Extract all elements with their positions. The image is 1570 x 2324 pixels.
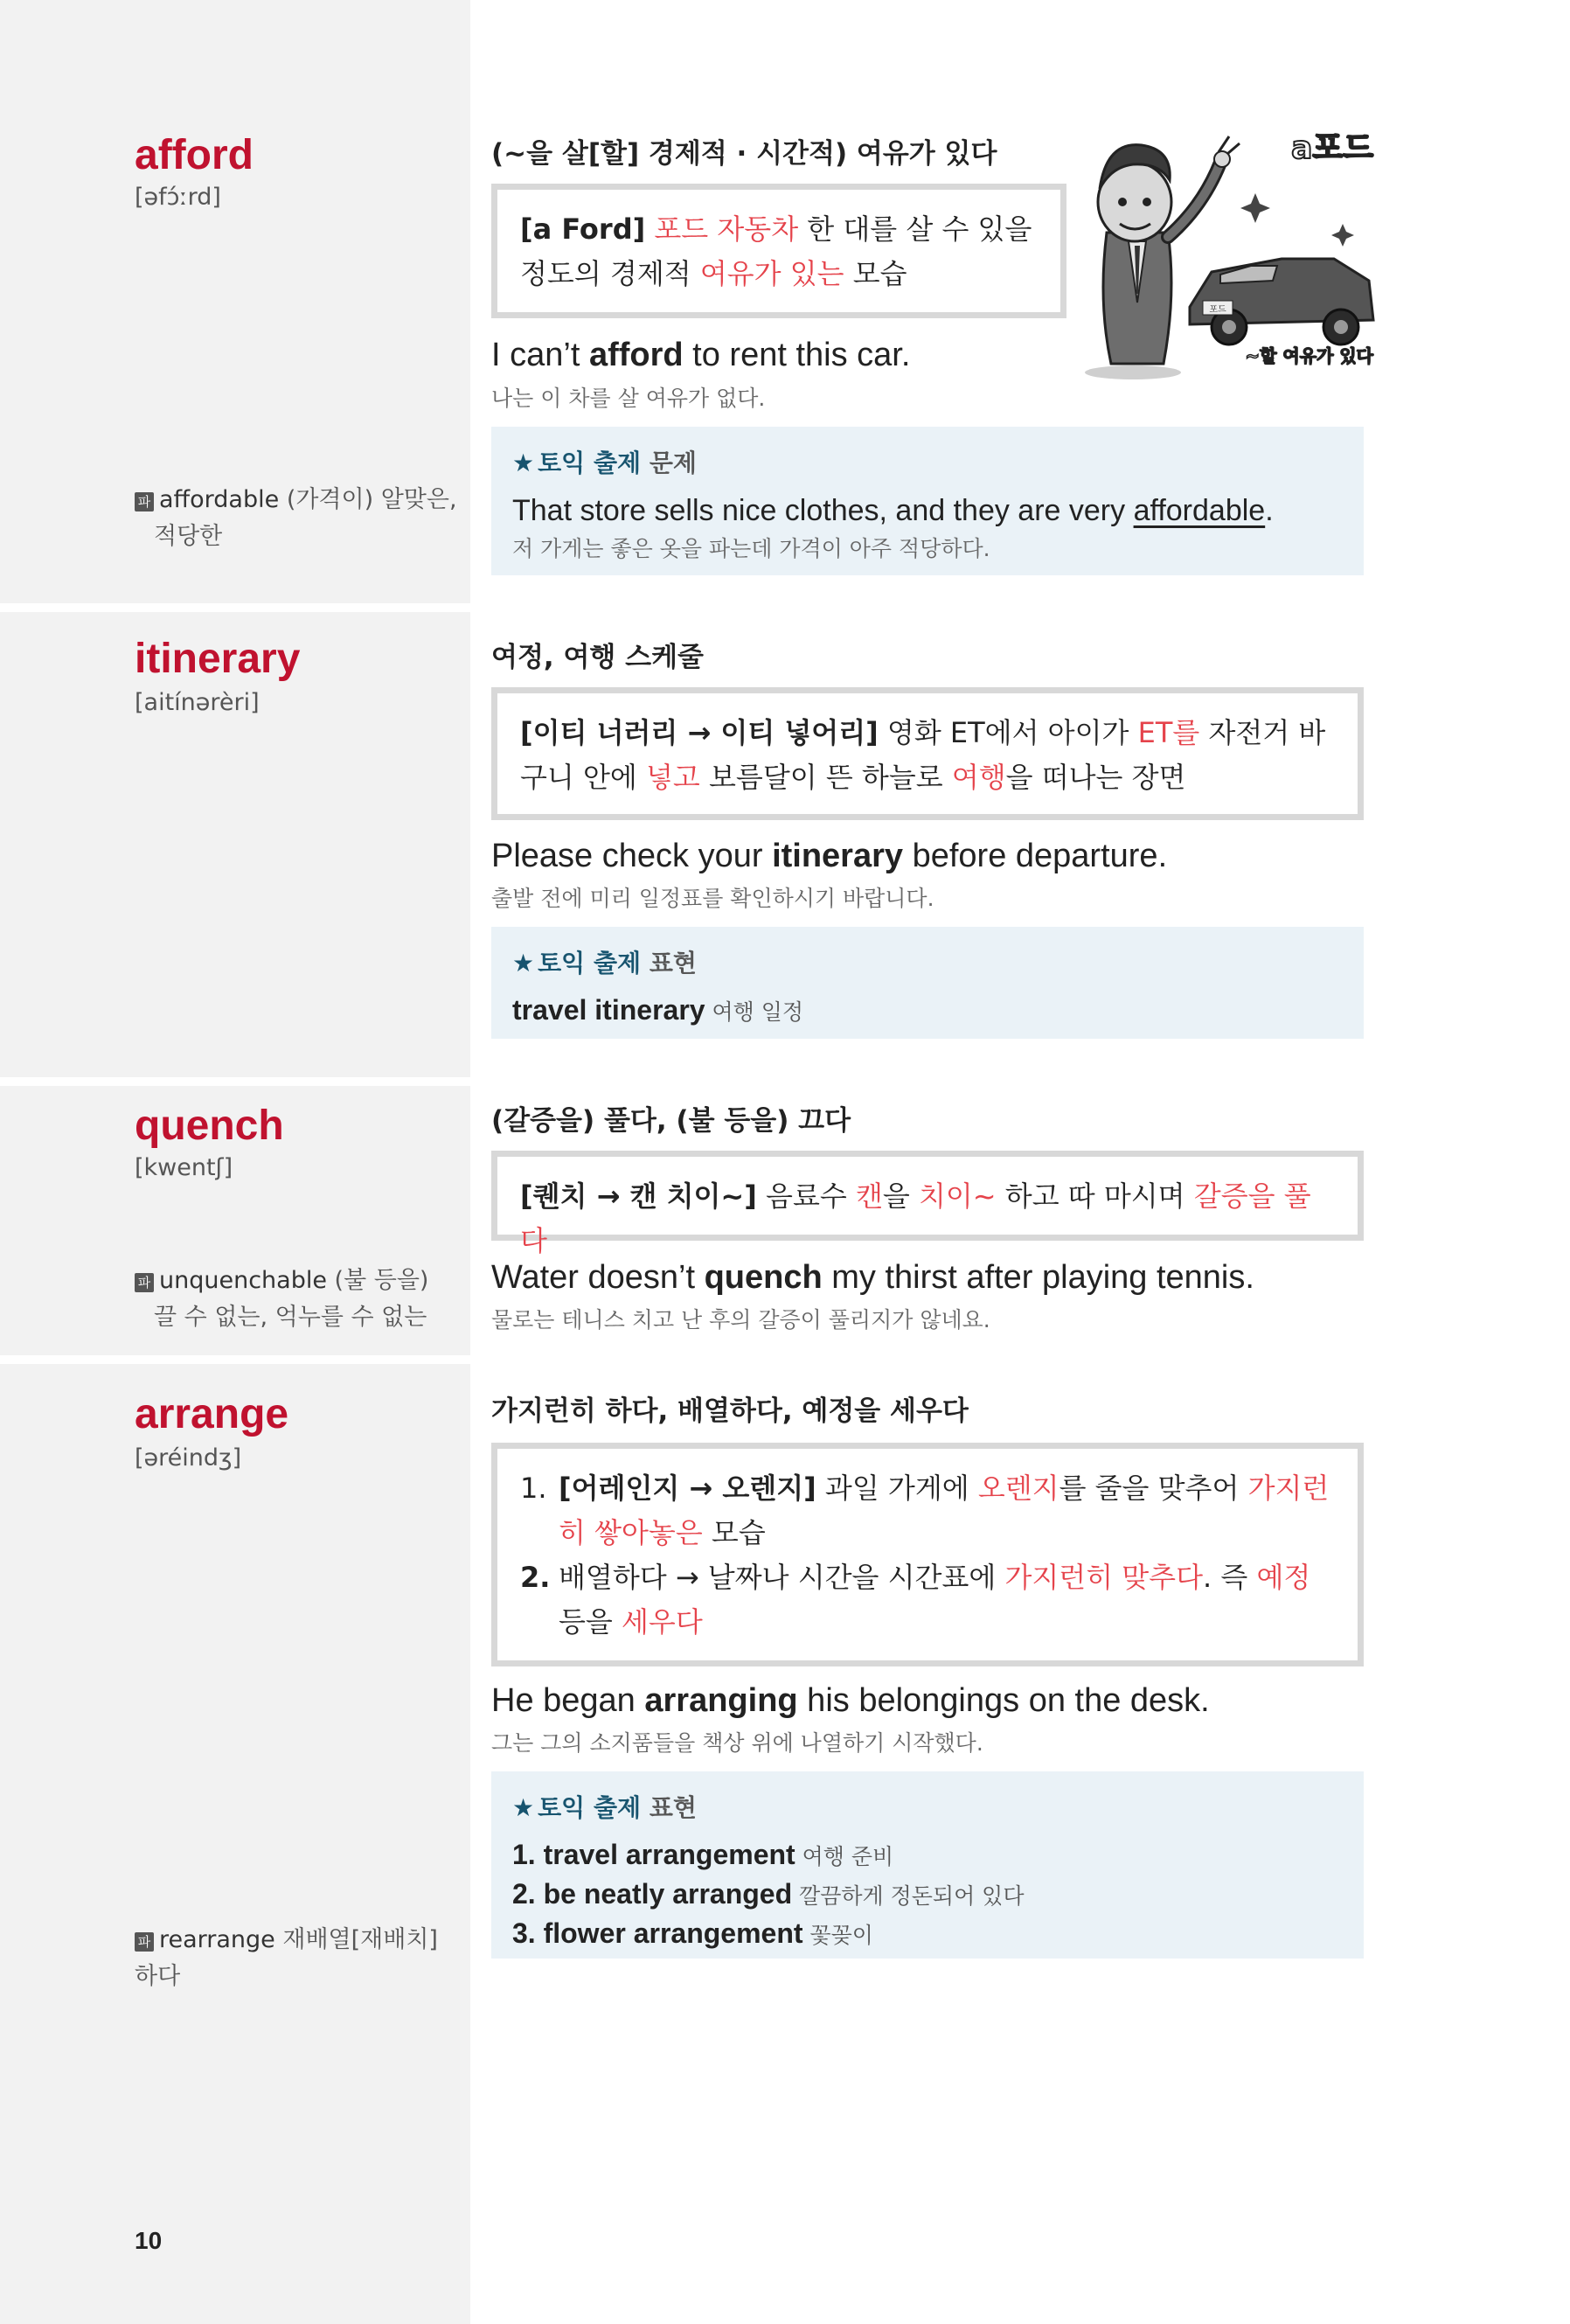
list-number: 1. [520,1472,547,1505]
entry-divider [0,1355,470,1364]
mnemonic-highlight: 갈증을 풀다 [520,1179,1311,1257]
derivative [135,1922,458,1995]
mnemonic-highlight: 가지런히 맞추다 [1004,1561,1204,1594]
mnemonic-highlight: 여행 [951,761,1006,794]
example-text: his belongings on the desk. [797,1682,1210,1719]
toeic-box [491,927,1364,1039]
toeic-header [512,944,1343,979]
toeic-text: That store sells nice clothes, and they are very [512,494,1134,527]
toeic-translation: 여행 일정 [705,999,804,1025]
entry-word: itinerary [135,636,301,682]
example-sentence [491,337,910,374]
mnemonic-list [520,1466,1335,1645]
list-number: 2. [520,1561,551,1594]
example-text: my thirst after playing tennis. [822,1259,1254,1296]
example-text: before departure. [903,838,1168,874]
toeic-label: 토익 출제 [538,449,642,477]
mnemonic-box [491,1151,1364,1257]
star-icon: ★ [512,449,535,477]
derivative-word: rearrange [159,1926,275,1953]
mnemonic-highlight: 치이~ [918,1179,997,1213]
example-translation: 나는 이 차를 살 여유가 없다. [491,386,766,411]
toeic-type: 표현 [649,949,697,978]
mnemonic-highlight: ET를 [1137,716,1200,749]
mnemonic-list-item [520,1555,1335,1645]
toeic-label: 토익 출제 [538,949,642,978]
toeic-translation: 깔끔하게 정돈되어 있다 [792,1883,1025,1909]
mnemonic-lead: [퀜치 → 캔 치이~] [520,1179,757,1213]
entry-word: quench [135,1103,284,1149]
mnemonic-highlight: 넣고 [646,761,700,794]
toeic-list-item [512,1915,1343,1954]
mnemonic-lead: [어레인지 → 오렌지] [559,1472,816,1505]
derivative-word: unquenchable [159,1267,327,1294]
mnemonic-text: 모습 [702,1516,766,1549]
mnemonic-highlight: 세우다 [622,1605,703,1639]
entry-pronunciation: [əréindʒ] [135,1444,242,1472]
example-sentence [491,1259,1254,1297]
mnemonic-text: 영화 ET에서 아이가 [878,716,1138,749]
example-keyword: itinerary [772,838,904,874]
toeic-sentence [512,491,1343,530]
toeic-keyword: be neatly arranged [543,1878,793,1910]
cartoon-car [1190,259,1373,344]
star-icon: ★ [512,1793,535,1822]
toeic-type: 문제 [649,449,697,477]
afford-cartoon-illustration [1080,128,1378,381]
mnemonic-lead: [이티 너러리 → 이티 넣어리] [520,716,879,749]
derivative-word: affordable [159,486,280,513]
derivative-meaning: (가격이) 알맞은, [279,486,457,513]
mnemonic-highlight: 여유가 있는 [699,257,844,290]
toeic-keyword: affordable [1133,494,1266,527]
mnemonic-text: 모습 [844,257,907,290]
mnemonic-highlight: 포드 자동차 [654,212,799,246]
derivative [135,1263,458,1336]
toeic-translation: 꽃꽂이 [802,1923,873,1948]
example-translation: 물로는 테니스 치고 난 후의 갈증이 풀리지가 않네요. [491,1307,990,1332]
mnemonic-text: 을 [882,1179,919,1213]
cartoon-caption: ~할 여유가 있다 [1245,345,1373,366]
example-keyword: quench [704,1259,823,1296]
mnemonic-highlight: 예정 [1256,1561,1311,1594]
entry-meaning: (갈증을) 풀다, (불 등을) 끄다 [491,1105,851,1137]
mnemonic-text: 을 떠나는 장면 [1005,761,1186,794]
toeic-header [512,1789,1343,1824]
entry-meaning: 가지런히 하다, 배열하다, 예정을 세우다 [491,1395,969,1427]
mnemonic-text: 배열하다 → 날짜나 시간을 시간표에 [559,1561,1005,1594]
example-translation: 출발 전에 미리 일정표를 확인하시기 바랍니다. [491,886,934,911]
toeic-list-item [512,1836,1343,1875]
example-text: Water doesn’t [491,1259,705,1296]
mnemonic-highlight: 오렌지 [977,1472,1059,1505]
derivative-meaning: (불 등을) [326,1267,429,1294]
example-sentence [491,838,1167,875]
example-keyword: arranging [644,1682,798,1719]
mnemonic-box [491,184,1066,318]
cartoon-sparkles [1240,193,1354,247]
mnemonic-text [645,212,654,246]
mnemonic-text: 한 대를 살 수 있을 정도의 경제적 [520,212,1032,290]
mnemonic-box [491,687,1364,820]
mnemonic-text: 음료수 [756,1179,856,1213]
toeic-translation: 저 가게는 좋은 옷을 파는데 가격이 아주 적당하다. [512,536,990,561]
toeic-text: . [1265,494,1274,527]
toeic-keyword: travel itinerary [512,994,705,1026]
mnemonic-text: . 즉 [1203,1561,1257,1594]
mnemonic-box [491,1443,1364,1666]
toeic-translation: 여행 준비 [795,1844,894,1869]
mnemonic-highlight: 캔 [855,1179,883,1213]
mnemonic-text: 자전거 바구니 안에 [520,716,1326,794]
example-sentence [491,1682,1210,1720]
list-number: 1. [512,1839,536,1870]
mnemonic-text: 보름달이 뜬 하늘로 [699,761,952,794]
mnemonic-text: 를 줄을 맞추어 [1059,1472,1248,1505]
derivative-meaning: 재배열[재배치]하다 [135,1926,438,1990]
derivative-meaning-continued: 끌 수 없는, 억누를 수 없는 [154,1304,427,1331]
toeic-box [491,427,1364,575]
mnemonic-text: 등을 [559,1605,622,1639]
toeic-expression [512,992,1343,1031]
derivative-mark: 파 [135,492,154,511]
entry-pronunciation: [kwentʃ] [135,1154,233,1181]
list-number: 2. [512,1878,536,1910]
entry-meaning: 여정, 여행 스케줄 [491,642,704,673]
example-text: Please check your [491,838,773,874]
page-number: 10 [135,2227,163,2254]
mnemonic-list-item [520,1466,1335,1555]
example-keyword: afford [588,337,684,373]
toeic-box [491,1771,1364,1959]
toeic-header [512,444,1343,479]
mnemonic-lead: [a Ford] [520,212,646,246]
cartoon-plate: 포드 [1209,305,1226,315]
toeic-keyword: flower arrangement [543,1917,803,1949]
toeic-list-item [512,1875,1343,1915]
entry-word: afford [135,132,254,178]
example-text: to rent this car. [683,337,911,373]
derivative [135,482,458,555]
mnemonic-highlight: 가지런히 쌓아놓은 [559,1472,1330,1549]
list-number: 3. [512,1917,536,1949]
derivative-mark: 파 [135,1932,154,1952]
mnemonic-text: 과일 가게에 [816,1472,978,1505]
cartoon-title: a포드 [1291,130,1373,166]
example-translation: 그는 그의 소지품들을 책상 위에 나열하기 시작했다. [491,1730,983,1756]
star-icon: ★ [512,949,535,978]
entry-divider [0,603,470,612]
cartoon-man [1085,136,1240,379]
entry-word: arrange [135,1391,289,1437]
toeic-label: 토익 출제 [538,1793,642,1822]
example-text: I can’t [491,337,589,373]
entry-meaning: (~을 살[할] 경제적 · 시간적) 여유가 있다 [491,138,997,170]
derivative-mark: 파 [135,1273,154,1292]
entry-pronunciation: [aitínərèri] [135,689,260,716]
entry-divider [0,1077,470,1086]
derivative-meaning-continued: 적당한 [154,523,223,550]
mnemonic-text: 하고 따 마시며 [996,1179,1194,1213]
entry-pronunciation: [əfɔ́ːrd] [135,184,221,211]
toeic-keyword: travel arrangement [543,1839,795,1870]
example-text: He began [491,1682,645,1719]
toeic-type: 표현 [649,1793,697,1822]
